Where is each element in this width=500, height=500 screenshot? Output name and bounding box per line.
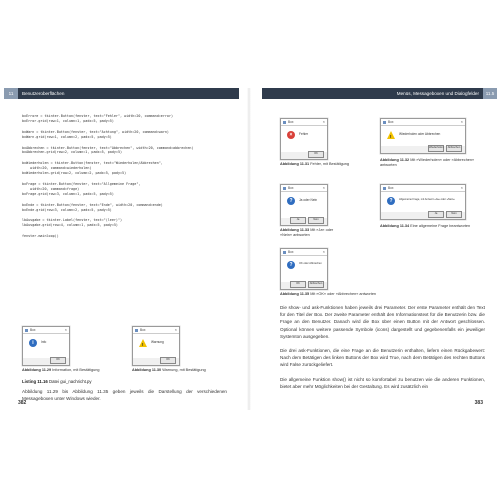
figure-label: Abbildung 11.29	[22, 368, 52, 372]
dialog-title: Box	[388, 120, 394, 124]
yes-button[interactable]: Ja	[290, 217, 306, 224]
code-line: fenster.mainloop()	[22, 234, 59, 239]
listing-file: Datei gui_nachricht.py	[49, 379, 92, 384]
code-line: bxError.grid(row=1, column=1, padx=5, pady=5)	[22, 118, 114, 123]
dialog-message: Info	[41, 340, 47, 344]
body-paragraph-1: Die show- und ask-Funktionen haben jeweils drei Parameter. Der erste Parameter enthält den Text für den Titel der Box. Der zweite Parameter enthält den Informationstext für die Benutzerin bzw. die Frage an den Benutzer. Danach wird die Box über einen Button mit der Antwort geschlossen. Optional können weitere passende Symbole (icons) dargestellt und gegebenenfalls ein jeweiliger Systemton ausgegeben.	[280, 305, 485, 339]
body-paragraph-2: Die drei ask-Funktionen, die eine Frage an die Benutzerin enthalten, liefern einen Rückgabewert: Nach dem Betätigen des linken Buttons der Box wird True, nach dem Betätigen des rechten Buttons wird False zurückgeliefert.	[280, 348, 485, 368]
figure-caption	[22, 368, 102, 373]
messagebox-ok-cancel	[280, 248, 328, 290]
running-header	[4, 88, 239, 99]
no-button[interactable]: Nein	[308, 217, 324, 224]
figure-label: Abbildung 11.33	[280, 228, 310, 232]
cancel-button[interactable]: Abbrechen	[308, 281, 324, 288]
book-gutter	[247, 88, 251, 410]
dialog-body	[381, 126, 465, 146]
code-line: bxWiederholen.grid(row=2, column=2, padx=5, pady=5)	[22, 171, 127, 176]
close-icon[interactable]: ×	[322, 119, 325, 124]
body-paragraph-3: Die allgemeine Funktion show() ist nicht so komfortabel zu benutzen wie die anderen Funktionen, bietet aber mehr Möglichkeiten bei der Gestaltung. Es wird zusätzlich ein	[280, 377, 485, 390]
code-line: lbAusgabe.grid(row=4, column=1, padx=5, pady=5)	[22, 223, 118, 228]
dialog-body	[133, 334, 179, 358]
dialog-body	[281, 192, 327, 218]
figure-text: Mit »Ja« oder »Nein« antworten	[280, 228, 334, 238]
dialog-message: Ja oder Nein	[299, 198, 318, 202]
window-icon	[25, 329, 28, 332]
chapter-title: Benutzeroberflächen	[22, 91, 65, 96]
dialog-body	[381, 192, 465, 212]
code-line: width=20, command=wiederholen)	[22, 166, 92, 171]
right-page	[262, 88, 497, 410]
body-paragraph: Abbildung 11.29 bis Abbildung 11.35 geben jeweils die Darstellung der verschiedenen Messageboxen unter Windows wieder.	[22, 389, 227, 402]
messagebox-yes-no	[280, 184, 328, 226]
window-icon	[283, 121, 286, 124]
window-icon	[135, 329, 138, 332]
figure-text: Mit »OK« oder »Abbrechen« antworten	[310, 292, 377, 296]
warning-icon: !	[387, 131, 395, 139]
code-line: bxWarn.grid(row=1, column=2, padx=5, pady=5)	[22, 134, 112, 139]
close-icon[interactable]: ×	[64, 327, 67, 332]
close-icon[interactable]: ×	[174, 327, 177, 332]
info-icon: i	[29, 339, 37, 347]
dialog-title: Box	[30, 328, 36, 332]
dialog-titlebar	[281, 249, 327, 256]
code-line: bxEnde.grid(row=3, column=2, padx=5, pady=5)	[22, 207, 112, 212]
messagebox-question	[380, 184, 466, 220]
code-line: bxFrage.grid(row=3, column=1, padx=5, pady=5)	[22, 191, 114, 196]
retry-button[interactable]: Wiederholen	[428, 145, 444, 152]
dialog-titlebar	[381, 119, 465, 126]
dialog-title: Box	[388, 186, 394, 190]
error-icon: ×	[287, 131, 295, 139]
code-line: bxErrore = tkinter.Button(fenster, text="Fehler", width=20, command=error)	[22, 114, 174, 118]
figure-label: Abbildung 11.34	[380, 224, 410, 228]
dialog-body	[23, 334, 69, 358]
warning-icon: !	[139, 339, 147, 347]
dialog-title: Box	[140, 328, 146, 332]
code-line: bxAbbrechen.grid(row=2, column=1, padx=5, pady=5)	[22, 150, 123, 155]
running-header	[262, 88, 497, 99]
dialog-title: Box	[288, 120, 294, 124]
code-line: width=20, command=frage)	[22, 186, 80, 191]
window-icon	[283, 251, 286, 254]
figure-text: Mit »Wiederholen« oder »Abbrechen« antworten	[380, 158, 475, 168]
window-icon	[383, 121, 386, 124]
ok-button[interactable]: OK	[50, 357, 66, 364]
figure-label: Abbildung 11.30	[132, 368, 162, 372]
page-number: 382	[18, 400, 27, 406]
close-icon[interactable]: ×	[322, 185, 325, 190]
messagebox-warning	[132, 326, 180, 366]
dialog-message: Allgemeine Frage, mit Antwort »Ja« oder »Nein«	[399, 198, 455, 201]
figure-text: Fehler, mit Bestätigung	[310, 162, 350, 166]
figure-caption	[280, 228, 342, 238]
code-line: bxEnde = tkinter.Button(fenster, text="Ende", width=20, command=ende)	[22, 202, 163, 207]
code-line: bxFrage = tkinter.Button(fenster, text="Allgemeine Frage",	[22, 182, 141, 187]
question-icon: ?	[287, 197, 295, 205]
yes-button[interactable]: Ja	[428, 211, 444, 218]
dialog-body	[281, 256, 327, 282]
dialog-titlebar	[23, 327, 69, 334]
window-icon	[383, 187, 386, 190]
dialog-message: Wiederholen oder Abbrechen	[399, 132, 441, 136]
figure-caption	[380, 224, 480, 229]
dialog-message: OK oder Abbrechen	[299, 262, 322, 265]
messagebox-retry-cancel	[380, 118, 466, 154]
figure-text: Warnung, mit Bestätigung	[162, 368, 206, 372]
dialog-titlebar	[281, 185, 327, 192]
dialog-titlebar	[381, 185, 465, 192]
figure-caption	[280, 292, 390, 297]
code-line: lbAusgabe = tkinter.Label(fenster, text="(leer)")	[22, 218, 123, 223]
figure-caption	[132, 368, 232, 373]
close-icon[interactable]: ×	[460, 185, 463, 190]
figure-text: Eine allgemeine Frage beantworten	[410, 224, 471, 228]
listing-caption	[22, 379, 92, 384]
ok-button[interactable]: OK	[160, 357, 176, 364]
chapter-number: 11	[4, 88, 18, 99]
code-line: bxAbbrechen = tkinter.Button(fenster, text="Abbrechen", width=20, command=abbrechen)	[22, 145, 194, 150]
messagebox-error	[280, 118, 328, 160]
close-icon[interactable]: ×	[322, 249, 325, 254]
figure-label: Abbildung 11.32	[380, 158, 410, 162]
code-line: bxWiederholen = tkinter.Button(fenster, text="Wiederholen/Abbrechen",	[22, 161, 163, 166]
window-icon	[283, 187, 286, 190]
dialog-titlebar	[281, 119, 327, 126]
listing-label: Listing 11.16	[22, 379, 48, 384]
figure-caption	[380, 158, 480, 168]
code-line: bxWarn = tkinter.Button(fenster, text="Achtung", width=20, command=warn)	[22, 129, 169, 134]
dialog-title: Box	[288, 250, 294, 254]
close-icon[interactable]: ×	[460, 119, 463, 124]
dialog-body	[281, 126, 327, 152]
question-icon: ?	[287, 261, 295, 269]
cancel-button[interactable]: Abbrechen	[446, 145, 462, 152]
code-listing	[22, 114, 227, 239]
question-icon: ?	[387, 197, 395, 205]
section-number: 11.5	[483, 88, 497, 99]
no-button[interactable]: Nein	[446, 211, 462, 218]
page-number: 383	[474, 400, 483, 406]
messagebox-info	[22, 326, 70, 366]
dialog-titlebar	[133, 327, 179, 334]
dialog-title: Box	[288, 186, 294, 190]
figure-label: Abbildung 11.31	[280, 162, 310, 166]
figure-label: Abbildung 11.35	[280, 292, 310, 296]
figure-text: Information, mit Bestätigung	[52, 368, 100, 372]
ok-button[interactable]: OK	[290, 281, 306, 288]
section-title: Menüs, Messageboxen und Dialogfelder	[396, 91, 479, 96]
dialog-message: Fehler	[299, 132, 309, 136]
ok-button[interactable]: OK	[308, 151, 324, 158]
dialog-message: Warnung	[151, 340, 164, 344]
figure-caption	[280, 162, 380, 167]
